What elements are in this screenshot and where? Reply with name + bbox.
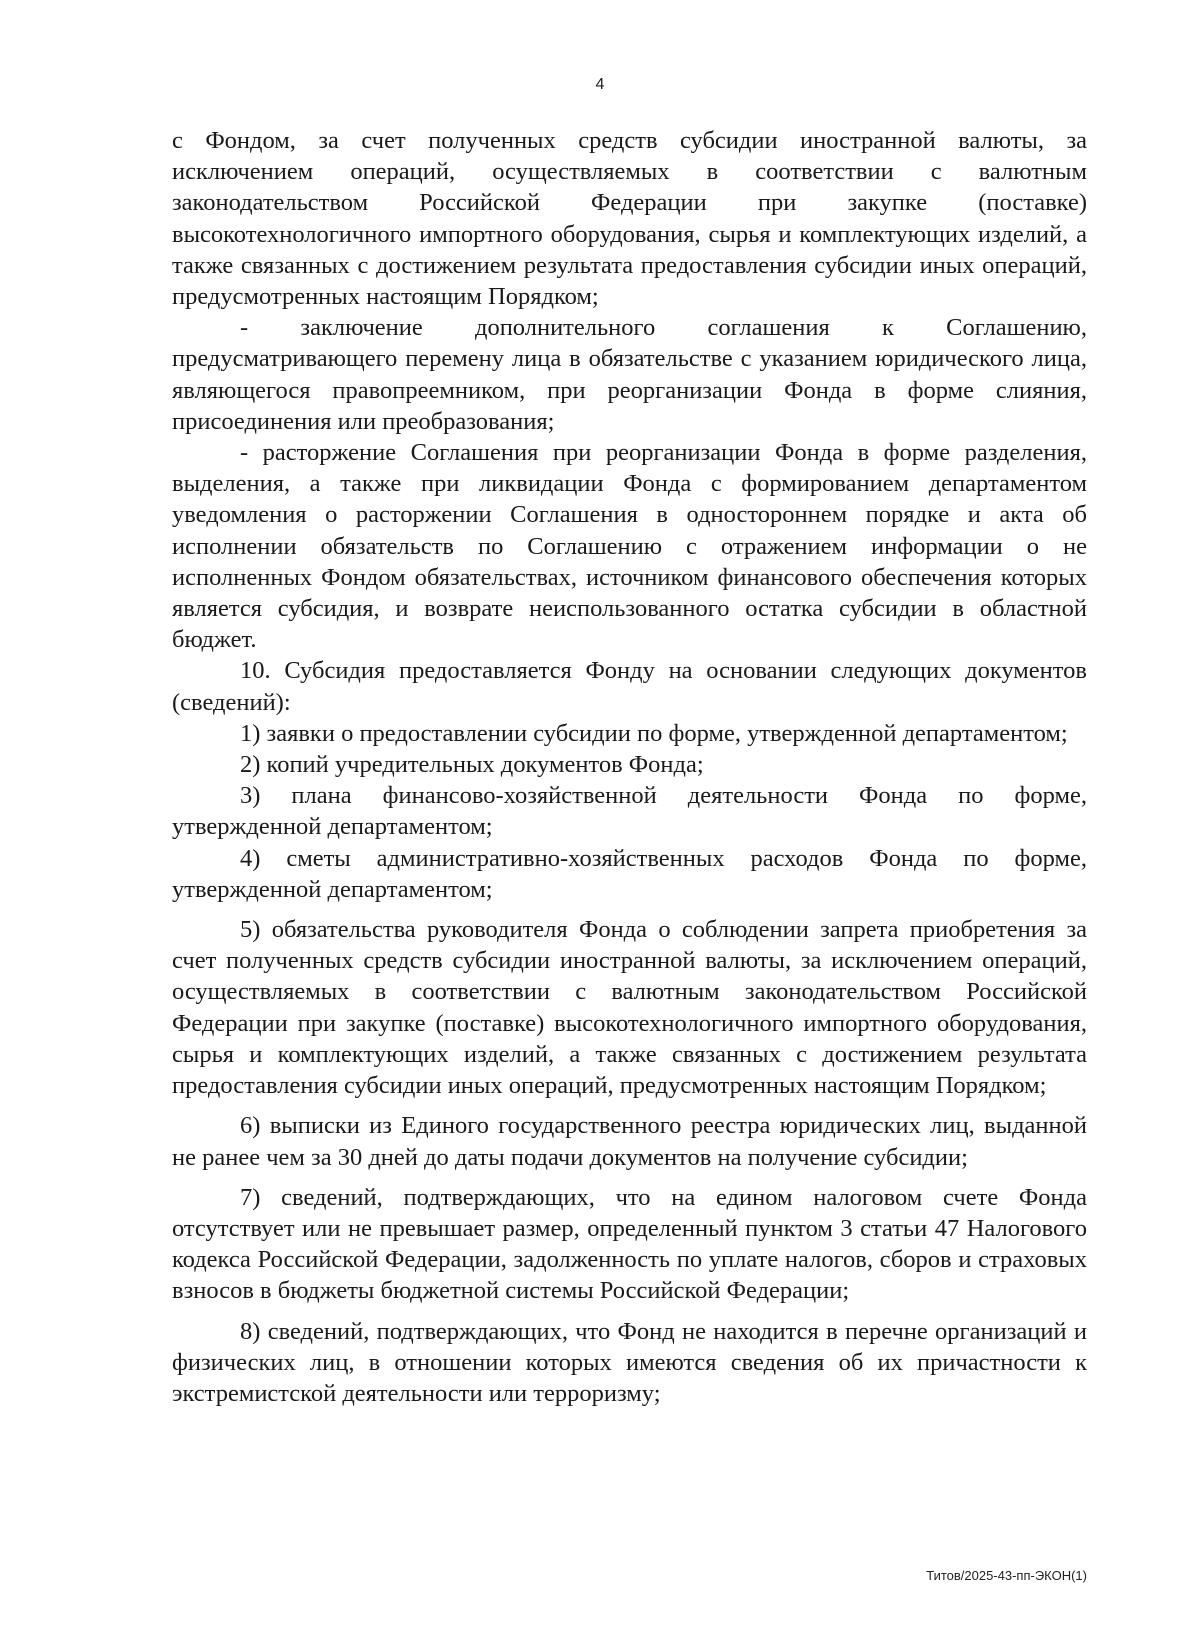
paragraph-item-10: 10. Субсидия предоставляется Фонду на основании следующих документов (сведений):: [172, 657, 1087, 716]
list-item-4: 4) сметы административно-хозяйственных расходов Фонда по форме, утвержденной департаментом;: [172, 844, 1087, 903]
document-body: [172, 125, 1087, 1409]
list-item-6: 6) выписки из Единого государственного реестра юридических лиц, выданной не ранее чем за 30 дней до даты подачи документов на получение субсидии;: [172, 1112, 1087, 1171]
page-number: 4: [595, 76, 605, 93]
paragraph-additional-agreement: - заключение дополнительного соглашения к Соглашению, предусматривающего перемену лица в обязательстве с указанием юридического лица, являющегося правопреемником, при реорганизации Фонда в форме слияния, присоединения или преобразования;: [172, 314, 1087, 435]
paragraph-continuation: с Фондом, за счет полученных средств субсидии иностранной валюты, за исключением операций, осуществляемых в соответствии с валютным законодательством Российской Федерации при закупке (поставке) высокотехнологичного импортного оборудования, сырья и комплектующих изделий, а также связанных с достижением результата предоставления субсидии иных операций, предусмотренных настоящим Порядком;: [172, 127, 1087, 311]
list-item-8: 8) сведений, подтверждающих, что Фонд не находится в перечне организаций и физических лиц, в отношении которых имеются сведения об их причастности к экстремистской деятельности или терроризму;: [172, 1317, 1087, 1407]
list-item-1: 1) заявки о предоставлении субсидии по форме, утвержденной департаментом;: [240, 719, 1068, 747]
document-code-footer: Титов/2025-43-пп-ЭКОН(1): [926, 1568, 1087, 1583]
paragraph-termination: - расторжение Соглашения при реорганизации Фонда в форме разделения, выделения, а также при ликвидации Фонда с формированием департаментом уведомления о расторжении Соглашения в одностороннем порядке и акта об исполнении обязательств по Соглашению с отражением информации о не исполненных Фондом обязательствах, источником финансового обеспечения которых является субсидия, и возврате неиспользованного остатка субсидии в областной бюджет.: [172, 439, 1087, 654]
list-item-2: 2) копий учредительных документов Фонда;: [240, 751, 704, 779]
list-item-7: 7) сведений, подтверждающих, что на едином налоговом счете Фонда отсутствует или не превышает размер, определенный пунктом 3 статьи 47 Налогового кодекса Российской Федерации, задолженность по уплате налогов, сборов и страховых взносов в бюджеты бюджетной системы Российской Федерации;: [172, 1183, 1087, 1305]
list-item-3: 3) плана финансово-хозяйственной деятельности Фонда по форме, утвержденной департаментом;: [172, 782, 1087, 841]
list-item-5: 5) обязательства руководителя Фонда о соблюдении запрета приобретения за счет полученных средств субсидии иностранной валюты, за исключением операций, осуществляемых в соответствии с валютным законодательством Российской Федерации при закупке (поставке) высокотехнологичного импортного оборудования, сырья и комплектующих изделий, а также связанных с достижением результата предоставления субсидии иных операций, предусмотренных настоящим Порядком;: [172, 916, 1087, 1100]
